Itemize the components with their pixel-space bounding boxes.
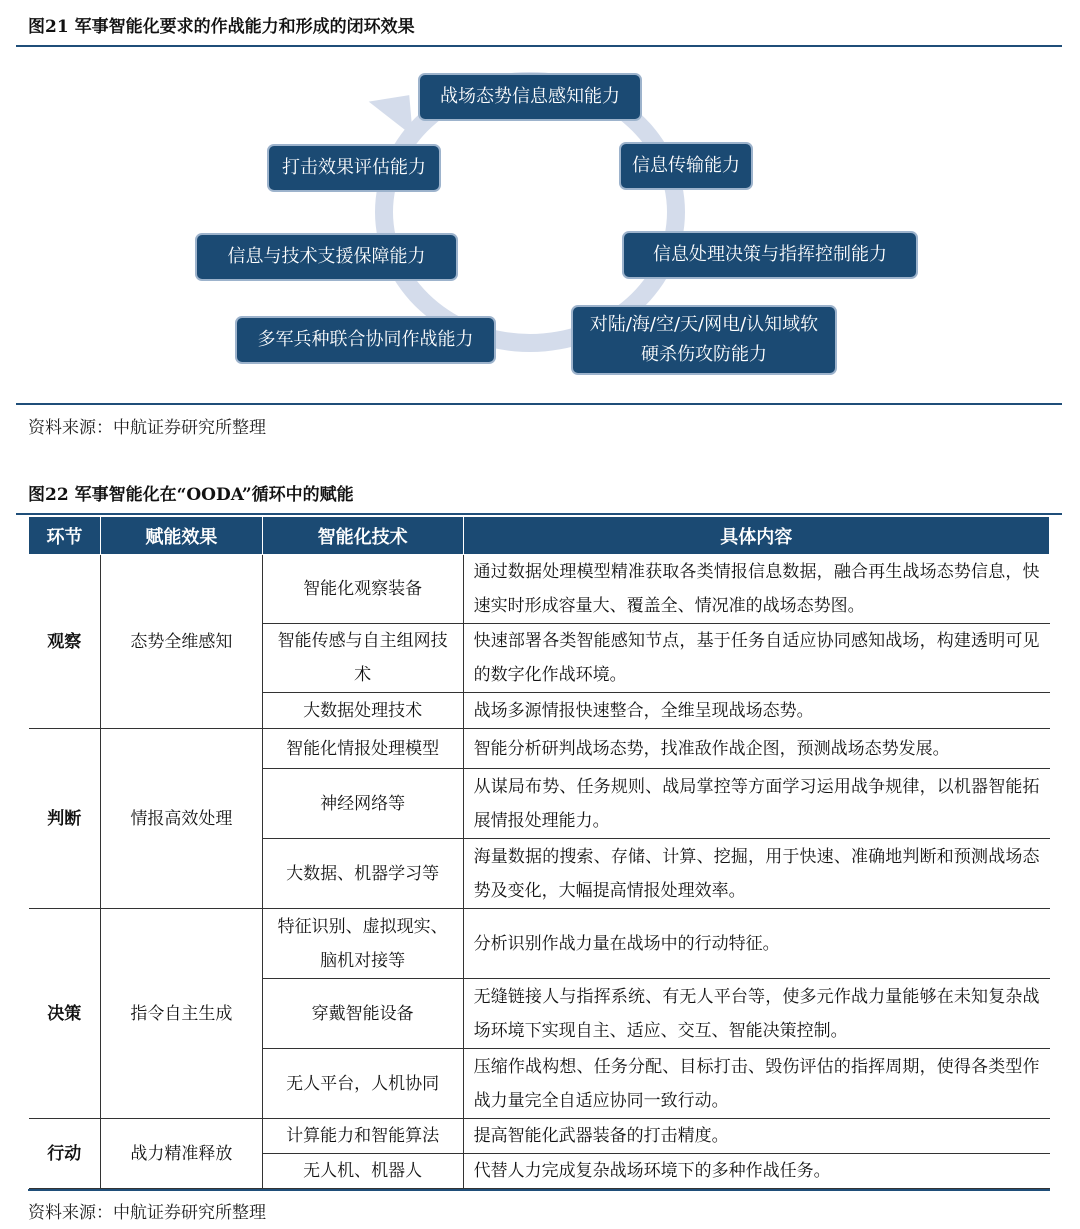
tech-cell: 神经网络等 bbox=[262, 769, 463, 839]
content-cell: 海量数据的搜索、存储、计算、挖掘，用于快速、准确地判断和预测战场态势及变化，大幅提高情报处理效率。 bbox=[463, 839, 1049, 909]
figure-21-top-rule bbox=[16, 45, 1062, 47]
content-cell: 无缝链接人与指挥系统、有无人平台等，使多元作战力量能够在未知复杂战场环境下实现自主、适应、交互、智能决策控制。 bbox=[463, 979, 1049, 1049]
header-content: 具体内容 bbox=[463, 517, 1049, 555]
node-hard-soft-kill-capability bbox=[571, 305, 837, 375]
figure-21-source: 资料来源：中航证券研究所整理 bbox=[28, 418, 266, 438]
table-row bbox=[29, 729, 1050, 769]
stage-cell: 决策 bbox=[29, 909, 101, 1119]
content-cell: 分析识别作战力量在战场中的行动特征。 bbox=[463, 909, 1049, 979]
content-cell: 代替人力完成复杂战场环境下的多种作战任务。 bbox=[463, 1154, 1049, 1189]
content-cell: 智能分析研判战场态势，找准敌作战企图，预测战场态势发展。 bbox=[463, 729, 1049, 769]
table-header-row bbox=[29, 517, 1050, 555]
tech-cell: 计算能力和智能算法 bbox=[262, 1119, 463, 1154]
content-cell: 战场多源情报快速整合，全维呈现战场态势。 bbox=[463, 693, 1049, 729]
stage-cell: 行动 bbox=[29, 1119, 101, 1189]
figure-22-title: 图22 军事智能化在“OODA”循环中的赋能 bbox=[28, 485, 354, 505]
tech-cell: 智能传感与自主组网技术 bbox=[262, 624, 463, 693]
stage-cell: 观察 bbox=[29, 555, 101, 729]
node-hard-soft-kill-line2: 硬杀伤攻防能力 bbox=[641, 344, 767, 365]
node-hard-soft-kill-line1: 对陆/海/空/天/网电/认知域软 bbox=[589, 314, 819, 335]
effect-cell: 态势全维感知 bbox=[100, 555, 262, 729]
tech-cell: 无人平台，人机协同 bbox=[262, 1049, 463, 1119]
header-effect: 赋能效果 bbox=[100, 517, 262, 555]
tech-cell: 无人机、机器人 bbox=[262, 1154, 463, 1189]
table-row bbox=[29, 909, 1050, 979]
content-cell: 快速部署各类智能感知节点，基于任务自适应协同感知战场，构建透明可见的数字化作战环境。 bbox=[463, 624, 1049, 693]
tech-cell: 智能化观察装备 bbox=[262, 555, 463, 624]
content-cell: 通过数据处理模型精准获取各类情报信息数据，融合再生战场态势信息，快速实时形成容量大、覆盖全、情况准的战场态势图。 bbox=[463, 555, 1049, 624]
node-joint-operations: 多军兵种联合协同作战能力 bbox=[235, 316, 496, 364]
content-cell: 提高智能化武器装备的打击精度。 bbox=[463, 1119, 1049, 1154]
tech-cell: 穿戴智能设备 bbox=[262, 979, 463, 1049]
figure-21-title: 图21 军事智能化要求的作战能力和形成的闭环效果 bbox=[28, 17, 415, 37]
header-stage: 环节 bbox=[29, 517, 101, 555]
tech-cell: 大数据、机器学习等 bbox=[262, 839, 463, 909]
figure-22-source: 资料来源：中航证券研究所整理 bbox=[28, 1203, 266, 1223]
content-cell: 从谋局布势、任务规则、战局掌控等方面学习运用战争规律，以机器智能拓展情报处理能力。 bbox=[463, 769, 1049, 839]
effect-cell: 指令自主生成 bbox=[100, 909, 262, 1119]
figure-21-bottom-rule bbox=[16, 403, 1062, 405]
node-support-guarantee: 信息与技术支援保障能力 bbox=[195, 233, 458, 281]
tech-cell: 大数据处理技术 bbox=[262, 693, 463, 729]
stage-cell: 判断 bbox=[29, 729, 101, 909]
node-situation-awareness: 战场态势信息感知能力 bbox=[418, 73, 642, 121]
tech-cell: 特征识别、虚拟现实、脑机对接等 bbox=[262, 909, 463, 979]
table-row bbox=[29, 555, 1050, 624]
tech-cell: 智能化情报处理模型 bbox=[262, 729, 463, 769]
node-processing-command-control: 信息处理决策与指挥控制能力 bbox=[622, 231, 918, 279]
node-strike-evaluation: 打击效果评估能力 bbox=[267, 144, 441, 192]
ooda-table bbox=[28, 516, 1050, 1189]
effect-cell: 情报高效处理 bbox=[100, 729, 262, 909]
figure-22-bottom-rule bbox=[28, 1189, 1050, 1191]
header-technology: 智能化技术 bbox=[262, 517, 463, 555]
figure-22-top-rule bbox=[16, 513, 1062, 515]
table-row bbox=[29, 1119, 1050, 1154]
content-cell: 压缩作战构想、任务分配、目标打击、毁伤评估的指挥周期，使得各类型作战力量完全自适应协同一致行动。 bbox=[463, 1049, 1049, 1119]
effect-cell: 战力精准释放 bbox=[100, 1119, 262, 1189]
node-information-transmission: 信息传输能力 bbox=[619, 142, 753, 190]
